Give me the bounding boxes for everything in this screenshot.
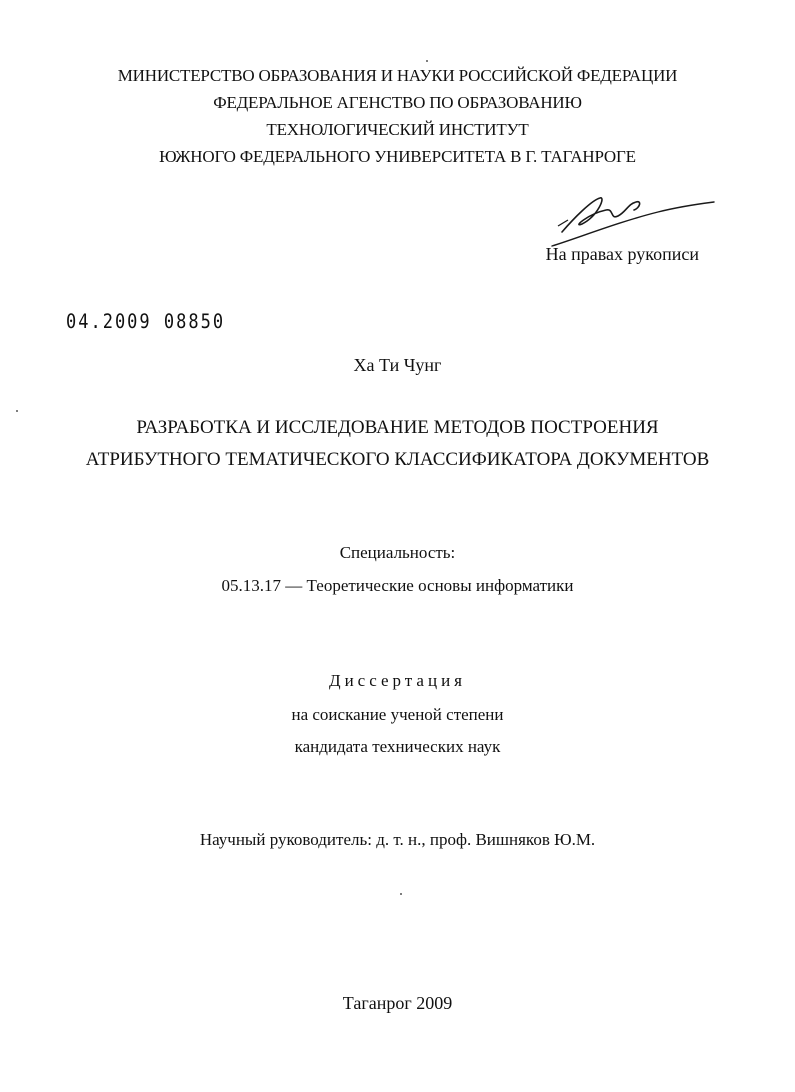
header-line-institute: ТЕХНОЛОГИЧЕСКИЙ ИНСТИТУТ [266,120,529,139]
library-stamp-code: 04.2009 08850 [66,310,226,334]
scan-speck [16,410,18,412]
scan-speck [400,893,402,895]
degree-line-2: кандидата технических наук [294,737,501,756]
specialty-value: 05.13.17 — Теоретические основы информатики [221,576,574,595]
specialty-label: Специальность: [339,543,456,562]
header-line-agency: ФЕДЕРАЛЬНОЕ АГЕНСТВО ПО ОБРАЗОВАНИЮ [213,93,582,112]
signature-image [548,186,718,248]
header-line-university: ЮЖНОГО ФЕДЕРАЛЬНОГО УНИВЕРСИТЕТА В Г. ТАГАНРОГЕ [159,147,636,166]
author-name: Ха Ти Чунг [353,355,442,375]
title-line-1: РАЗРАБОТКА И ИССЛЕДОВАНИЕ МЕТОДОВ ПОСТРОЕНИЯ [136,417,659,438]
scan-speck [426,60,428,62]
title-line-2: АТРИБУТНОГО ТЕМАТИЧЕСКОГО КЛАССИФИКАТОРА ДОКУМЕНТОВ [85,449,710,470]
city-year: Таганрог 2009 [342,993,453,1013]
dissertation-word: Диссертация [328,671,466,690]
degree-line-1: на соискание ученой степени [291,705,504,724]
rights-note: На правах рукописи [545,244,699,264]
supervisor: Научный руководитель: д. т. н., проф. Вишняков Ю.М. [199,830,596,849]
header-line-ministry: МИНИСТЕРСТВО ОБРАЗОВАНИЯ И НАУКИ РОССИЙСКОЙ ФЕДЕРАЦИИ [117,66,678,85]
